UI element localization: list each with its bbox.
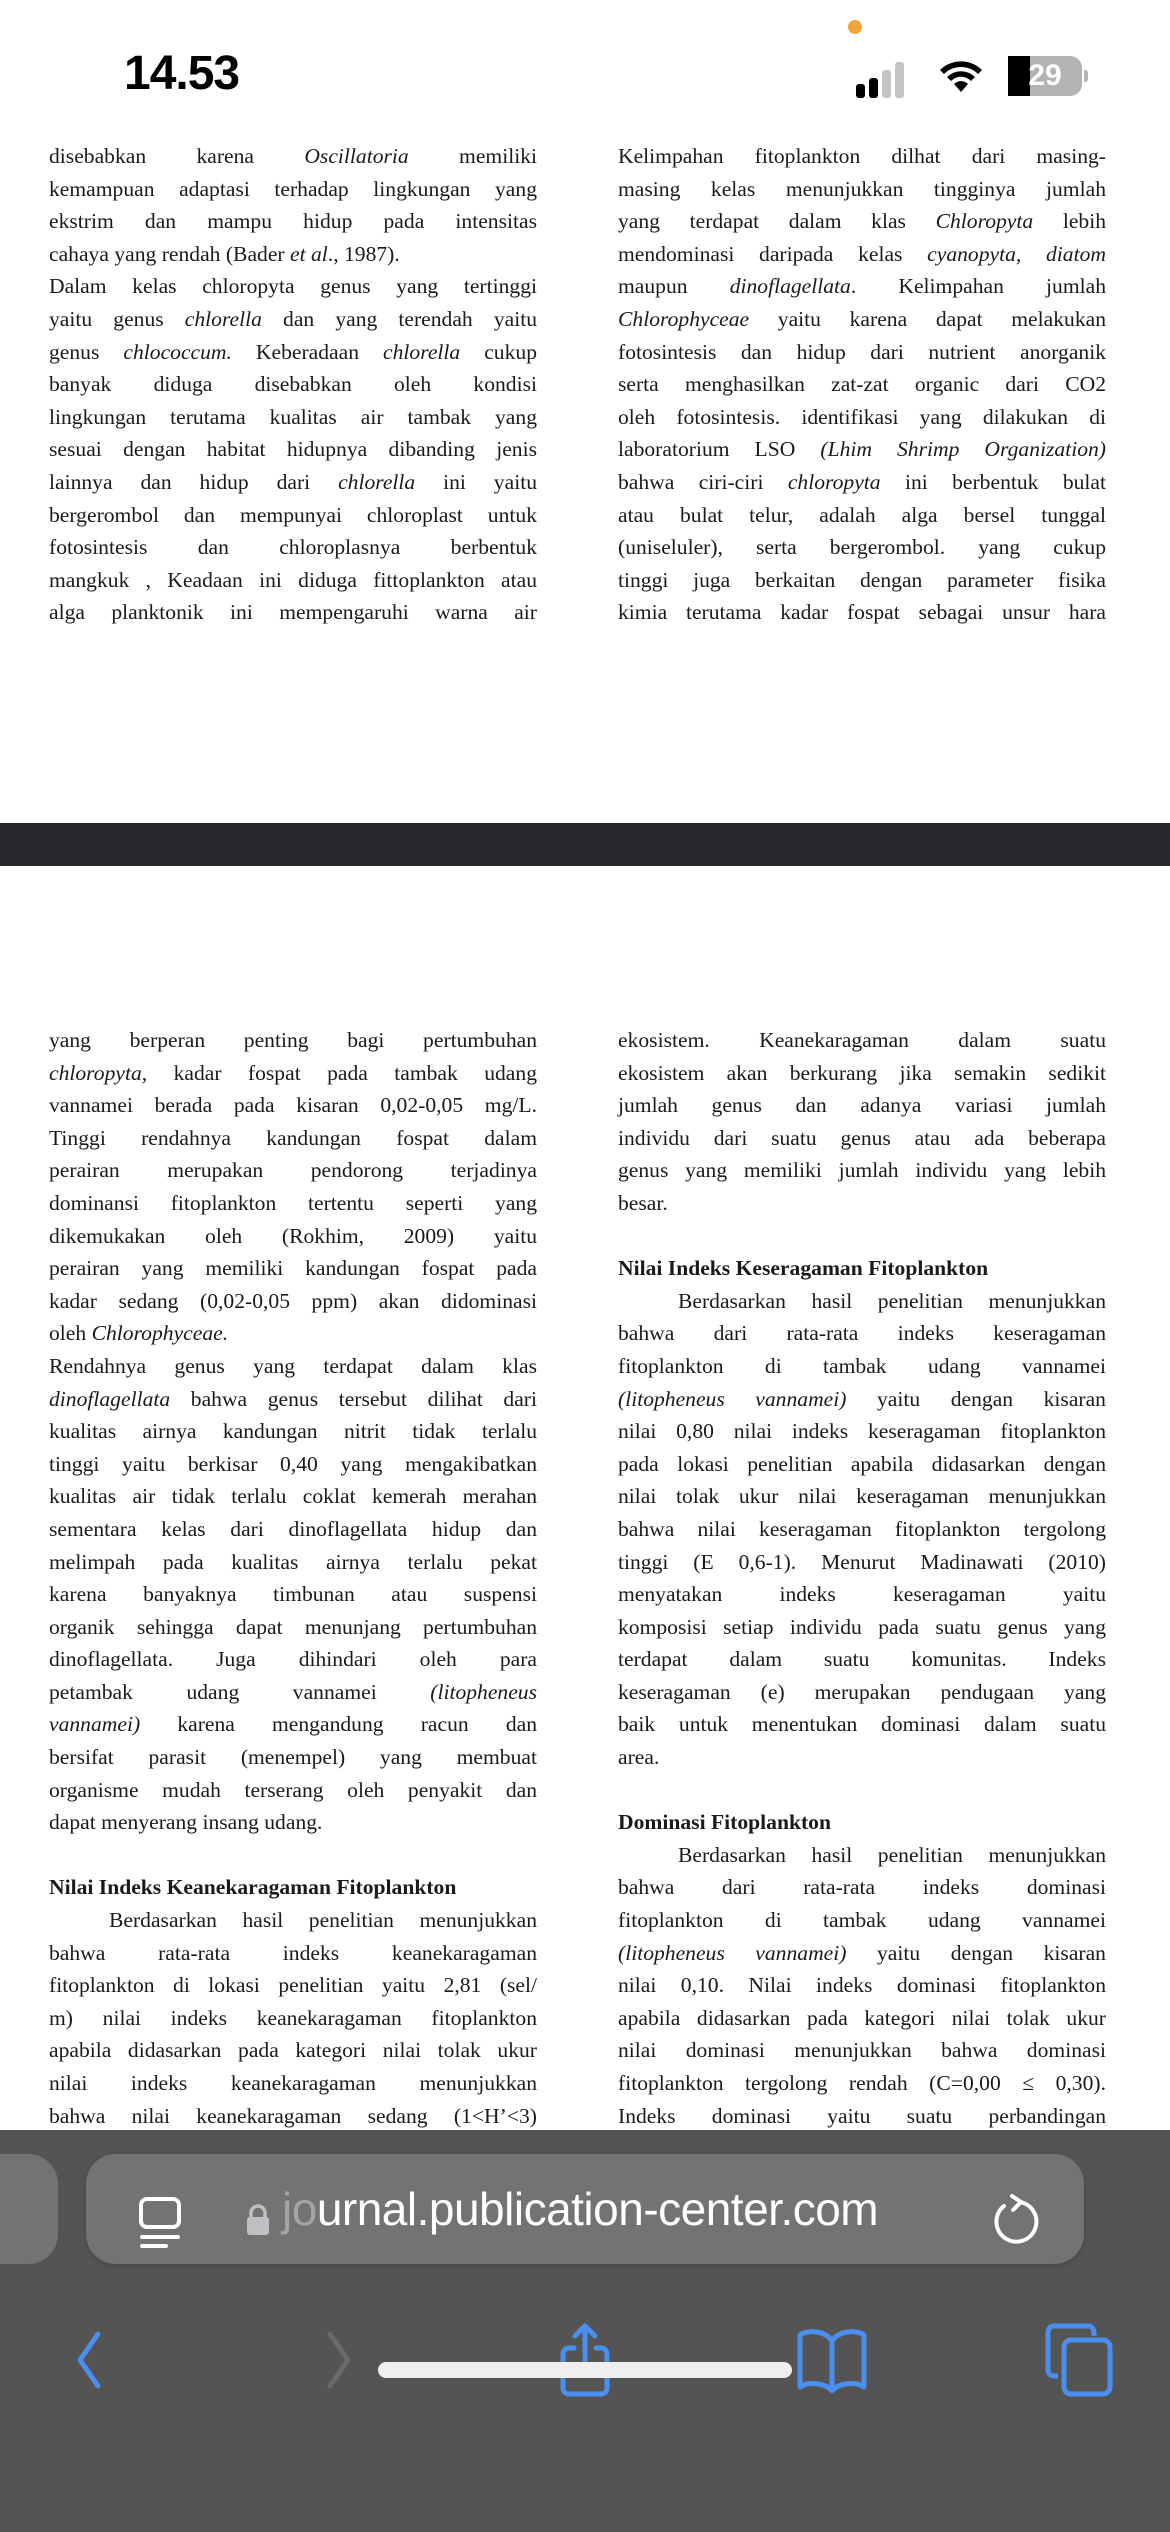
text-run: nilai indeks keanekaragaman menunjukkan <box>49 2071 537 2095</box>
text-line <box>618 1187 1106 1220</box>
previous-tab-pill[interactable] <box>0 2154 58 2264</box>
text-run: lainnya dan hidup dari <box>49 469 339 494</box>
text-line <box>49 433 537 466</box>
italic-text: dinoflagellata <box>729 274 851 299</box>
text-run: dan yang terendah yaitu <box>261 306 537 331</box>
italic-text: chlorella <box>338 469 416 494</box>
text-run: genus <box>49 339 124 364</box>
text-line <box>49 173 537 206</box>
text-run: oleh fotosintesis. identifikasi yang dilakukan di <box>618 404 1106 429</box>
text-run: bahwa ciri-ciri <box>618 469 788 494</box>
browser-toolbar <box>0 2130 1170 2532</box>
text-line <box>49 1350 537 1383</box>
text-run: sesuai dengan habitat hidupnya dibanding jenis <box>49 437 537 462</box>
italic-text: chloropyta <box>787 469 881 494</box>
text-line <box>618 270 1106 303</box>
text-run: bahwa nilai keseragaman fitoplankton tergolong <box>618 1516 1106 1541</box>
italic-text: chlococcum. <box>123 339 232 364</box>
italic-text: Oscillatoria <box>304 144 409 168</box>
text-run: Indeks dominasi yaitu suatu perbandingan <box>618 2103 1106 2128</box>
text-line <box>49 1415 537 1448</box>
text-run: sementara kelas dari dinoflagellata hidup dan <box>49 1516 537 1541</box>
text-run: m) nilai indeks keanekaragaman fitoplankton <box>49 2005 537 2030</box>
text-run: lebih <box>1033 209 1107 234</box>
italic-text: (litopheneus <box>430 1679 537 1704</box>
text-run: ., 1987). <box>327 241 400 266</box>
text-run: memiliki <box>408 144 537 168</box>
text-line <box>618 1741 1106 1774</box>
tabs-icon <box>1044 2322 1116 2398</box>
home-indicator[interactable] <box>378 2362 792 2378</box>
text-line <box>618 140 1106 173</box>
back-chevron-icon <box>68 2330 108 2390</box>
text-run: Tinggi rendahnya kandungan fospat dalam <box>49 1125 537 1150</box>
text-run: , kadar fospat pada tambak udang <box>141 1060 537 1085</box>
battery-level: 29 <box>1028 59 1062 92</box>
text-lines <box>618 1024 1106 2132</box>
text-run: fitoplankton di tambak udang vannamei <box>618 1908 1106 1933</box>
reload-icon[interactable] <box>990 2192 1042 2248</box>
text-run: terdapat dalam suatu komunitas. Indeks <box>618 1647 1106 1672</box>
text-run: keseragaman (e) merupakan pendugaan yang <box>618 1679 1106 1704</box>
text-run: Berdasarkan hasil penelitian menunjukkan <box>109 1908 537 1933</box>
text-run: fitoplankton tergolong rendah (C=0,00 ≤ 0,30). <box>618 2071 1106 2095</box>
text-run: perairan merupakan pendorong terjadinya <box>49 1158 537 1183</box>
text-line <box>618 499 1106 532</box>
forward-chevron-icon <box>320 2330 360 2390</box>
text-run: laboratorium LSO <box>618 437 821 462</box>
text-line <box>618 564 1106 597</box>
italic-text: et al <box>290 241 328 266</box>
text-line <box>618 303 1106 336</box>
text-line <box>618 1513 1106 1546</box>
text-run: komposisi setiap individu pada suatu genus yang <box>618 1614 1106 1639</box>
text-line <box>618 1937 1106 1970</box>
text-run: yaitu dengan kisaran <box>846 1386 1106 1411</box>
text-line <box>49 1317 537 1350</box>
share-button[interactable] <box>545 2320 625 2400</box>
text-run: serta menghasilkan zat-zat organic dari CO2 <box>618 372 1106 397</box>
text-lines <box>49 1024 537 2132</box>
privacy-indicator-dot <box>848 20 862 34</box>
text-run: Kelimpahan fitoplankton dilhat dari masing- <box>618 144 1106 168</box>
text-run: fitoplankton di tambak udang vannamei <box>618 1353 1106 1378</box>
text-run: mangkuk , Keadaan ini diduga fittoplankton atau <box>49 567 537 592</box>
text-line <box>618 2002 1106 2035</box>
text-run: disebabkan karena <box>49 144 305 168</box>
text-run: yang berperan penting bagi pertumbuhan <box>49 1028 537 1052</box>
text-line <box>49 1383 537 1416</box>
text-line <box>618 1643 1106 1676</box>
bottom-right-column <box>618 1024 1106 2132</box>
text-line <box>49 1480 537 1513</box>
text-line <box>49 2002 537 2035</box>
text-run: banyak diduga disebabkan oleh kondisi <box>49 372 537 397</box>
text-line <box>49 1154 537 1187</box>
italic-text: Chloropyta <box>935 209 1034 234</box>
text-line <box>49 336 537 369</box>
text-run: dikemukakan oleh (Rokhim, 2009) yaitu <box>49 1223 537 1248</box>
battery-icon <box>1008 56 1088 96</box>
italic-text: Chlorophyceae. <box>91 1321 229 1346</box>
url-domain: urnal.publication-center.com <box>316 2183 879 2235</box>
text-run: yaitu karena dapat melakukan <box>749 306 1106 331</box>
text-run: bahwa genus tersebut dilihat dari <box>170 1386 537 1411</box>
text-run: kualitas airnya kandungan nitrit tidak terlalu <box>49 1419 537 1444</box>
text-run: fotosintesis dan hidup dari nutrient anorganik <box>618 339 1106 364</box>
text-line <box>49 1676 537 1709</box>
text-run: (uniseluler), serta bergerombol. yang cukup <box>618 535 1106 560</box>
text-run: nilai 0,10. Nilai indeks dominasi fitoplankton <box>618 1973 1106 1998</box>
text-run: tinggi (E 0,6-1). Menurut Madinawati (2010) <box>618 1549 1106 1574</box>
text-line <box>618 433 1106 466</box>
top-right-column <box>618 140 1106 629</box>
text-line <box>49 1611 537 1644</box>
text-run: individu dari suatu genus atau ada beberapa <box>618 1125 1106 1150</box>
text-run: organisme mudah terserang oleh penyakit dan <box>49 1777 537 1802</box>
text-line <box>49 1448 537 1481</box>
text-run: bersifat parasit (menempel) yang membuat <box>49 1745 537 1770</box>
text-run: Berdasarkan hasil penelitian menunjukkan <box>678 1288 1106 1313</box>
italic-text: (litopheneus vannamei) <box>618 1940 847 1965</box>
text-run: yaitu genus <box>49 306 185 331</box>
text-run: apabila didasarkan pada kategori nilai tolak ukur <box>618 2005 1106 2030</box>
text-line <box>618 1546 1106 1579</box>
back-button[interactable] <box>48 2320 128 2400</box>
text-run: kimia terutama kadar fospat sebagai unsur hara <box>618 600 1106 625</box>
url-prefix-faded: jo <box>282 2183 317 2235</box>
text-run: lingkungan terutama kualitas air tambak yang <box>49 404 537 429</box>
section-heading: Dominasi Fitoplankton <box>618 1810 831 1835</box>
text-line <box>49 531 537 564</box>
page-divider <box>0 823 1170 866</box>
blank-line <box>618 1220 1106 1253</box>
pdf-page-top[interactable] <box>0 140 1170 823</box>
text-run: genus yang memiliki jumlah individu yang lebih <box>618 1158 1106 1183</box>
italic-text: (litopheneus vannamei) <box>618 1386 847 1411</box>
text-run: ekosistem. Keanekaragaman dalam suatu <box>618 1028 1106 1052</box>
text-line <box>618 1676 1106 1709</box>
text-line <box>49 401 537 434</box>
text-line <box>49 1122 537 1155</box>
text-line <box>49 1220 537 1253</box>
text-line <box>618 531 1106 564</box>
text-line <box>618 368 1106 401</box>
text-line <box>49 1937 537 1970</box>
text-run: menyatakan indeks keseragaman yaitu <box>618 1582 1106 1607</box>
text-run: vannamei berada pada kisaran 0,02-0,05 mg/L. <box>49 1093 537 1118</box>
text-line <box>49 2067 537 2100</box>
text-line <box>618 1089 1106 1122</box>
text-line <box>618 1024 1106 1057</box>
text-run: melimpah pada kualitas airnya terlalu pekat <box>49 1549 537 1574</box>
text-line <box>618 1578 1106 1611</box>
text-line <box>618 2034 1106 2067</box>
text-line <box>618 1057 1106 1090</box>
text-line <box>49 1578 537 1611</box>
text-line <box>49 1741 537 1774</box>
blank-line <box>49 1839 537 1872</box>
text-run: tinggi juga berkaitan dengan parameter fisika <box>618 567 1106 592</box>
text-run: dinoflagellata. Juga dihindari oleh para <box>49 1647 537 1672</box>
bookmarks-book-icon <box>796 2327 868 2393</box>
text-line <box>49 270 537 303</box>
text-lines <box>49 140 537 629</box>
text-run: . Kelimpahan jumlah <box>850 274 1106 299</box>
text-line <box>49 303 537 336</box>
text-line <box>618 1350 1106 1383</box>
wifi-icon <box>938 54 984 94</box>
text-line <box>618 2067 1106 2100</box>
text-line <box>618 2100 1106 2133</box>
section-heading: Nilai Indeks Keanekaragaman Fitoplankton <box>49 1875 457 1900</box>
text-line <box>49 205 537 238</box>
text-line <box>49 238 537 271</box>
reader-mode-icon[interactable] <box>138 2196 182 2250</box>
text-line <box>618 596 1106 629</box>
text-line <box>618 1383 1106 1416</box>
text-line <box>618 1415 1106 1448</box>
text-line <box>49 1024 537 1057</box>
text-run: ini yaitu <box>415 469 537 494</box>
text-line <box>49 1774 537 1807</box>
text-run: bahwa rata-rata indeks keanekaragaman <box>49 1940 537 1965</box>
text-run: area. <box>618 1745 660 1770</box>
status-time: 14.53 <box>124 47 240 100</box>
text-line <box>618 466 1106 499</box>
text-run: mendominasi daripada kelas <box>618 241 928 266</box>
text-run: apabila didasarkan pada kategori nilai tolak ukur <box>49 2038 537 2063</box>
text-run: nilai tolak ukur nilai keseragaman menunjukkan <box>618 1484 1106 1509</box>
text-run: yang terdapat dalam klas <box>618 209 936 234</box>
text-run: Dalam kelas chloropyta genus yang tertinggi <box>49 274 537 299</box>
text-run: pada lokasi penelitian apabila didasarkan dengan <box>618 1451 1106 1476</box>
section-heading: Nilai Indeks Keseragaman Fitoplankton <box>618 1256 989 1281</box>
text-line <box>49 1546 537 1579</box>
text-line <box>618 1285 1106 1318</box>
text-line <box>49 1513 537 1546</box>
text-line <box>49 1252 537 1285</box>
text-line <box>618 205 1106 238</box>
text-line <box>618 1871 1106 1904</box>
text-run: bahwa nilai keanekaragaman sedang (1<H’<3) <box>49 2103 537 2128</box>
text-line <box>618 336 1106 369</box>
lock-icon <box>246 2204 270 2236</box>
text-line <box>49 1904 537 1937</box>
italic-text: (Lhim Shrimp Organization) <box>820 437 1106 462</box>
text-run: cahaya yang rendah (Bader <box>49 241 291 266</box>
text-run: ekosistem akan berkurang jika semakin sedikit <box>618 1060 1106 1085</box>
text-line <box>618 1708 1106 1741</box>
pdf-page-bottom[interactable] <box>0 866 1170 2130</box>
italic-text: chloropyta <box>49 1060 142 1085</box>
text-run: dominansi fitoplankton tertentu seperti yang <box>49 1190 537 1215</box>
text-run: kadar sedang (0,02-0,05 ppm) akan didominasi <box>49 1288 537 1313</box>
text-run: baik untuk menentukan dominasi dalam suatu <box>618 1712 1106 1737</box>
text-line <box>618 1480 1106 1513</box>
text-run: nilai 0,80 nilai indeks keseragaman fitoplankton <box>618 1419 1106 1444</box>
text-lines <box>618 140 1106 629</box>
text-line <box>49 1187 537 1220</box>
text-line <box>49 140 537 173</box>
italic-text: chlorella <box>184 306 262 331</box>
text-line <box>49 2100 537 2133</box>
italic-text: chlorella <box>383 339 461 364</box>
text-line <box>49 1057 537 1090</box>
italic-text: cyanopyta, diatom <box>927 241 1106 266</box>
text-line <box>49 466 537 499</box>
text-run: tinggi yaitu berkisar 0,40 yang mengakibatkan <box>49 1451 537 1476</box>
text-line <box>618 1839 1106 1872</box>
text-line <box>618 1611 1106 1644</box>
status-bar <box>0 0 1170 140</box>
top-left-column <box>49 120 537 629</box>
text-line <box>49 1089 537 1122</box>
text-line <box>49 499 537 532</box>
text-line <box>49 1643 537 1676</box>
tabs-button[interactable] <box>1040 2320 1120 2400</box>
text-run: karena banyaknya timbunan atau suspensi <box>49 1582 537 1607</box>
text-run: masing kelas menunjukkan tingginya jumlah <box>618 176 1106 201</box>
text-run: oleh <box>49 1321 92 1346</box>
text-line <box>618 401 1106 434</box>
share-icon <box>555 2322 615 2398</box>
text-line <box>618 238 1106 271</box>
text-run: kemampuan adaptasi terhadap lingkungan yang <box>49 176 537 201</box>
text-run: besar. <box>618 1190 668 1215</box>
text-run: Keberadaan <box>231 339 384 364</box>
text-run: fitoplankton di lokasi penelitian yaitu 2,81 (sel/ <box>49 1973 537 1998</box>
text-line <box>49 1806 537 1839</box>
address-bar[interactable] <box>86 2154 1084 2264</box>
forward-button[interactable] <box>300 2320 380 2400</box>
text-run: cukup <box>460 339 537 364</box>
text-run: dapat menyerang insang udang. <box>49 1810 323 1835</box>
text-line <box>49 2034 537 2067</box>
italic-text: Chlorophyceae <box>618 306 750 331</box>
text-run: perairan yang memiliki kandungan fospat pada <box>49 1256 537 1281</box>
text-line <box>49 1708 537 1741</box>
text-line <box>618 1969 1106 2002</box>
text-line <box>618 1122 1106 1155</box>
italic-text: vannamei) <box>49 1712 141 1737</box>
text-run: kualitas air tidak terlalu coklat kemerah merahan <box>49 1484 537 1509</box>
text-run: ini berbentuk bulat <box>880 469 1106 494</box>
text-line <box>49 564 537 597</box>
text-run: organik sehingga dapat menunjang pertumbuhan <box>49 1614 537 1639</box>
text-run: alga planktonik ini mempengaruhi warna air <box>49 600 537 625</box>
text-line <box>618 1317 1106 1350</box>
text-line <box>49 368 537 401</box>
text-run: nilai dominasi menunjukkan bahwa dominasi <box>618 2038 1106 2063</box>
text-line <box>49 596 537 629</box>
text-run: ekstrim dan mampu hidup pada intensitas <box>49 209 537 234</box>
text-line <box>618 1448 1106 1481</box>
text-run: Berdasarkan hasil penelitian menunjukkan <box>678 1842 1106 1867</box>
text-run: petambak udang vannamei <box>49 1679 431 1704</box>
blank-line <box>618 1774 1106 1807</box>
text-line <box>618 173 1106 206</box>
text-line <box>49 1285 537 1318</box>
text-run: maupun <box>618 274 730 299</box>
cellular-signal-icon <box>856 58 914 98</box>
text-line <box>49 1969 537 2002</box>
text-run: yaitu dengan kisaran <box>846 1940 1106 1965</box>
text-run: Rendahnya genus yang terdapat dalam klas <box>49 1353 537 1378</box>
text-line <box>618 1154 1106 1187</box>
text-run: jumlah genus dan adanya variasi jumlah <box>618 1093 1106 1118</box>
text-run: fotosintesis dan chloroplasnya berbentuk <box>49 535 537 560</box>
text-run: bahwa dari rata-rata indeks keseragaman <box>618 1321 1106 1346</box>
text-run: bergerombol dan mempunyai chloroplast untuk <box>49 502 537 527</box>
bottom-left-column <box>49 1024 537 2132</box>
bookmarks-button[interactable] <box>792 2320 872 2400</box>
italic-text: dinoflagellata <box>49 1386 171 1411</box>
url-text[interactable] <box>282 2182 878 2236</box>
text-line <box>618 1904 1106 1937</box>
text-run: bahwa dari rata-rata indeks dominasi <box>618 1875 1106 1900</box>
text-run: karena mengandung racun dan <box>140 1712 537 1737</box>
text-run: atau bulat telur, adalah alga bersel tunggal <box>618 502 1106 527</box>
